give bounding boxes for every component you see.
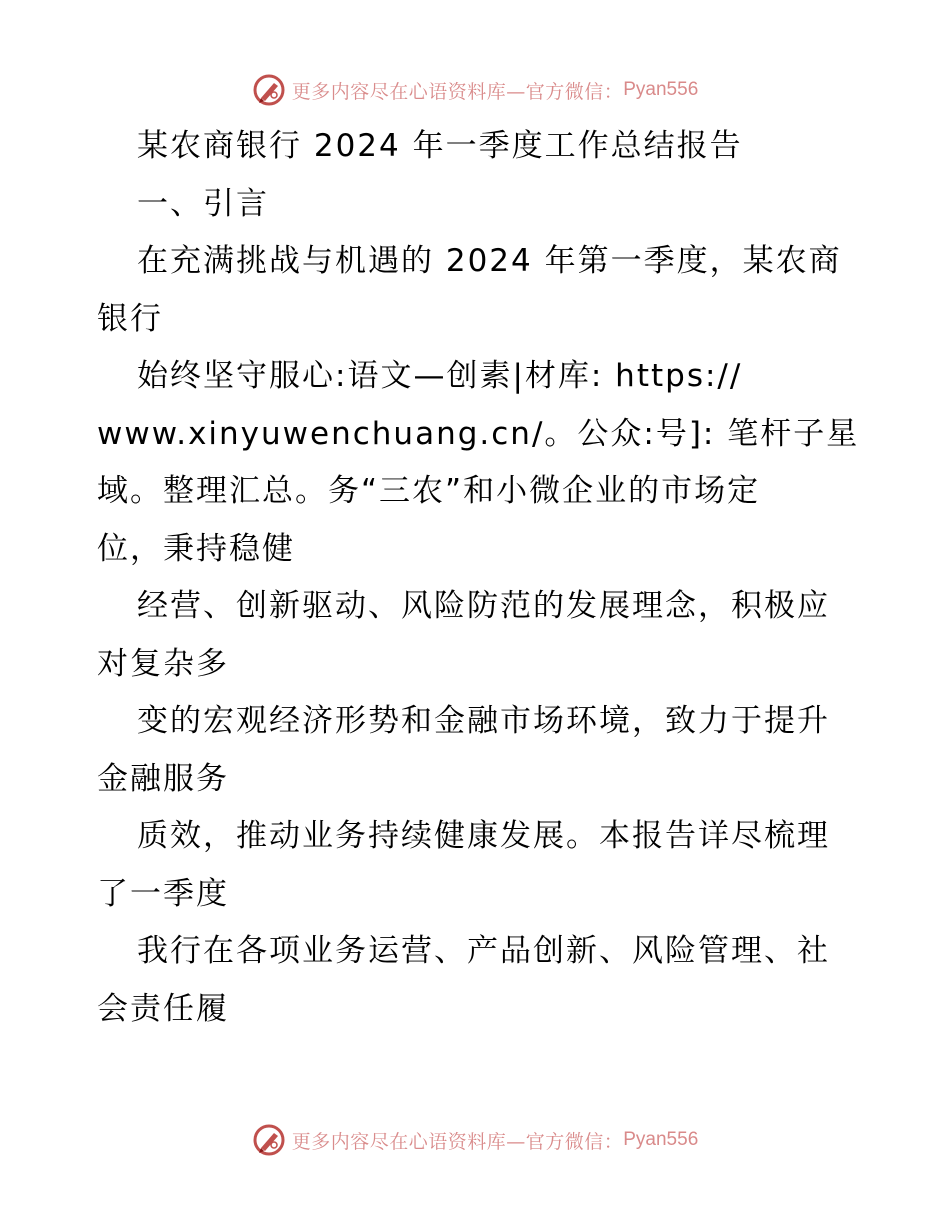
text-line: 银行 — [97, 300, 163, 337]
text-line: 域。整理汇总。务“三农”和小微企业的市场定 — [97, 473, 761, 509]
text-line: www.xinyuwenchuang.cn/。公众:号]: 笔杆子星 — [97, 415, 860, 452]
text-line: 经营、创新驱动、风险防范的发展理念，积极应 — [137, 588, 830, 624]
watermark-wechat-id: Pyan556 — [623, 1129, 699, 1150]
text-line: 变的宏观经济形势和金融市场环境，致力于提升 — [137, 703, 830, 739]
footer-watermark — [0, 1120, 950, 1160]
text-line: 我行在各项业务运营、产品创新、风险管理、社 — [137, 933, 830, 969]
document-title: 某农商银行 2024 年一季度工作总结报告 — [137, 128, 743, 164]
text-line: 对复杂多 — [97, 645, 229, 682]
text-line: 位，秉持稳健 — [97, 530, 295, 567]
section-heading: 一、引言 — [137, 185, 269, 222]
pen-logo-icon — [252, 1123, 286, 1157]
watermark-wechat-id: Pyan556 — [623, 79, 699, 100]
text-line: 了一季度 — [97, 875, 229, 912]
watermark-text: 更多内容尽在心语资料库—官方微信： — [291, 80, 624, 103]
text-line: 质效，推动业务持续健康发展。本报告详尽梳理 — [137, 818, 830, 854]
text-line: 会责任履 — [97, 990, 229, 1027]
pen-logo-icon — [252, 73, 286, 107]
document-body — [97, 118, 867, 1038]
text-line: 始终坚守服心:语文—创素|材库: https:// — [137, 358, 743, 394]
text-line: 金融服务 — [97, 760, 229, 797]
watermark-text: 更多内容尽在心语资料库—官方微信： — [291, 1130, 624, 1153]
header-watermark — [0, 70, 950, 110]
text-line: 在充满挑战与机遇的 2024 年第一季度，某农商 — [137, 243, 842, 279]
